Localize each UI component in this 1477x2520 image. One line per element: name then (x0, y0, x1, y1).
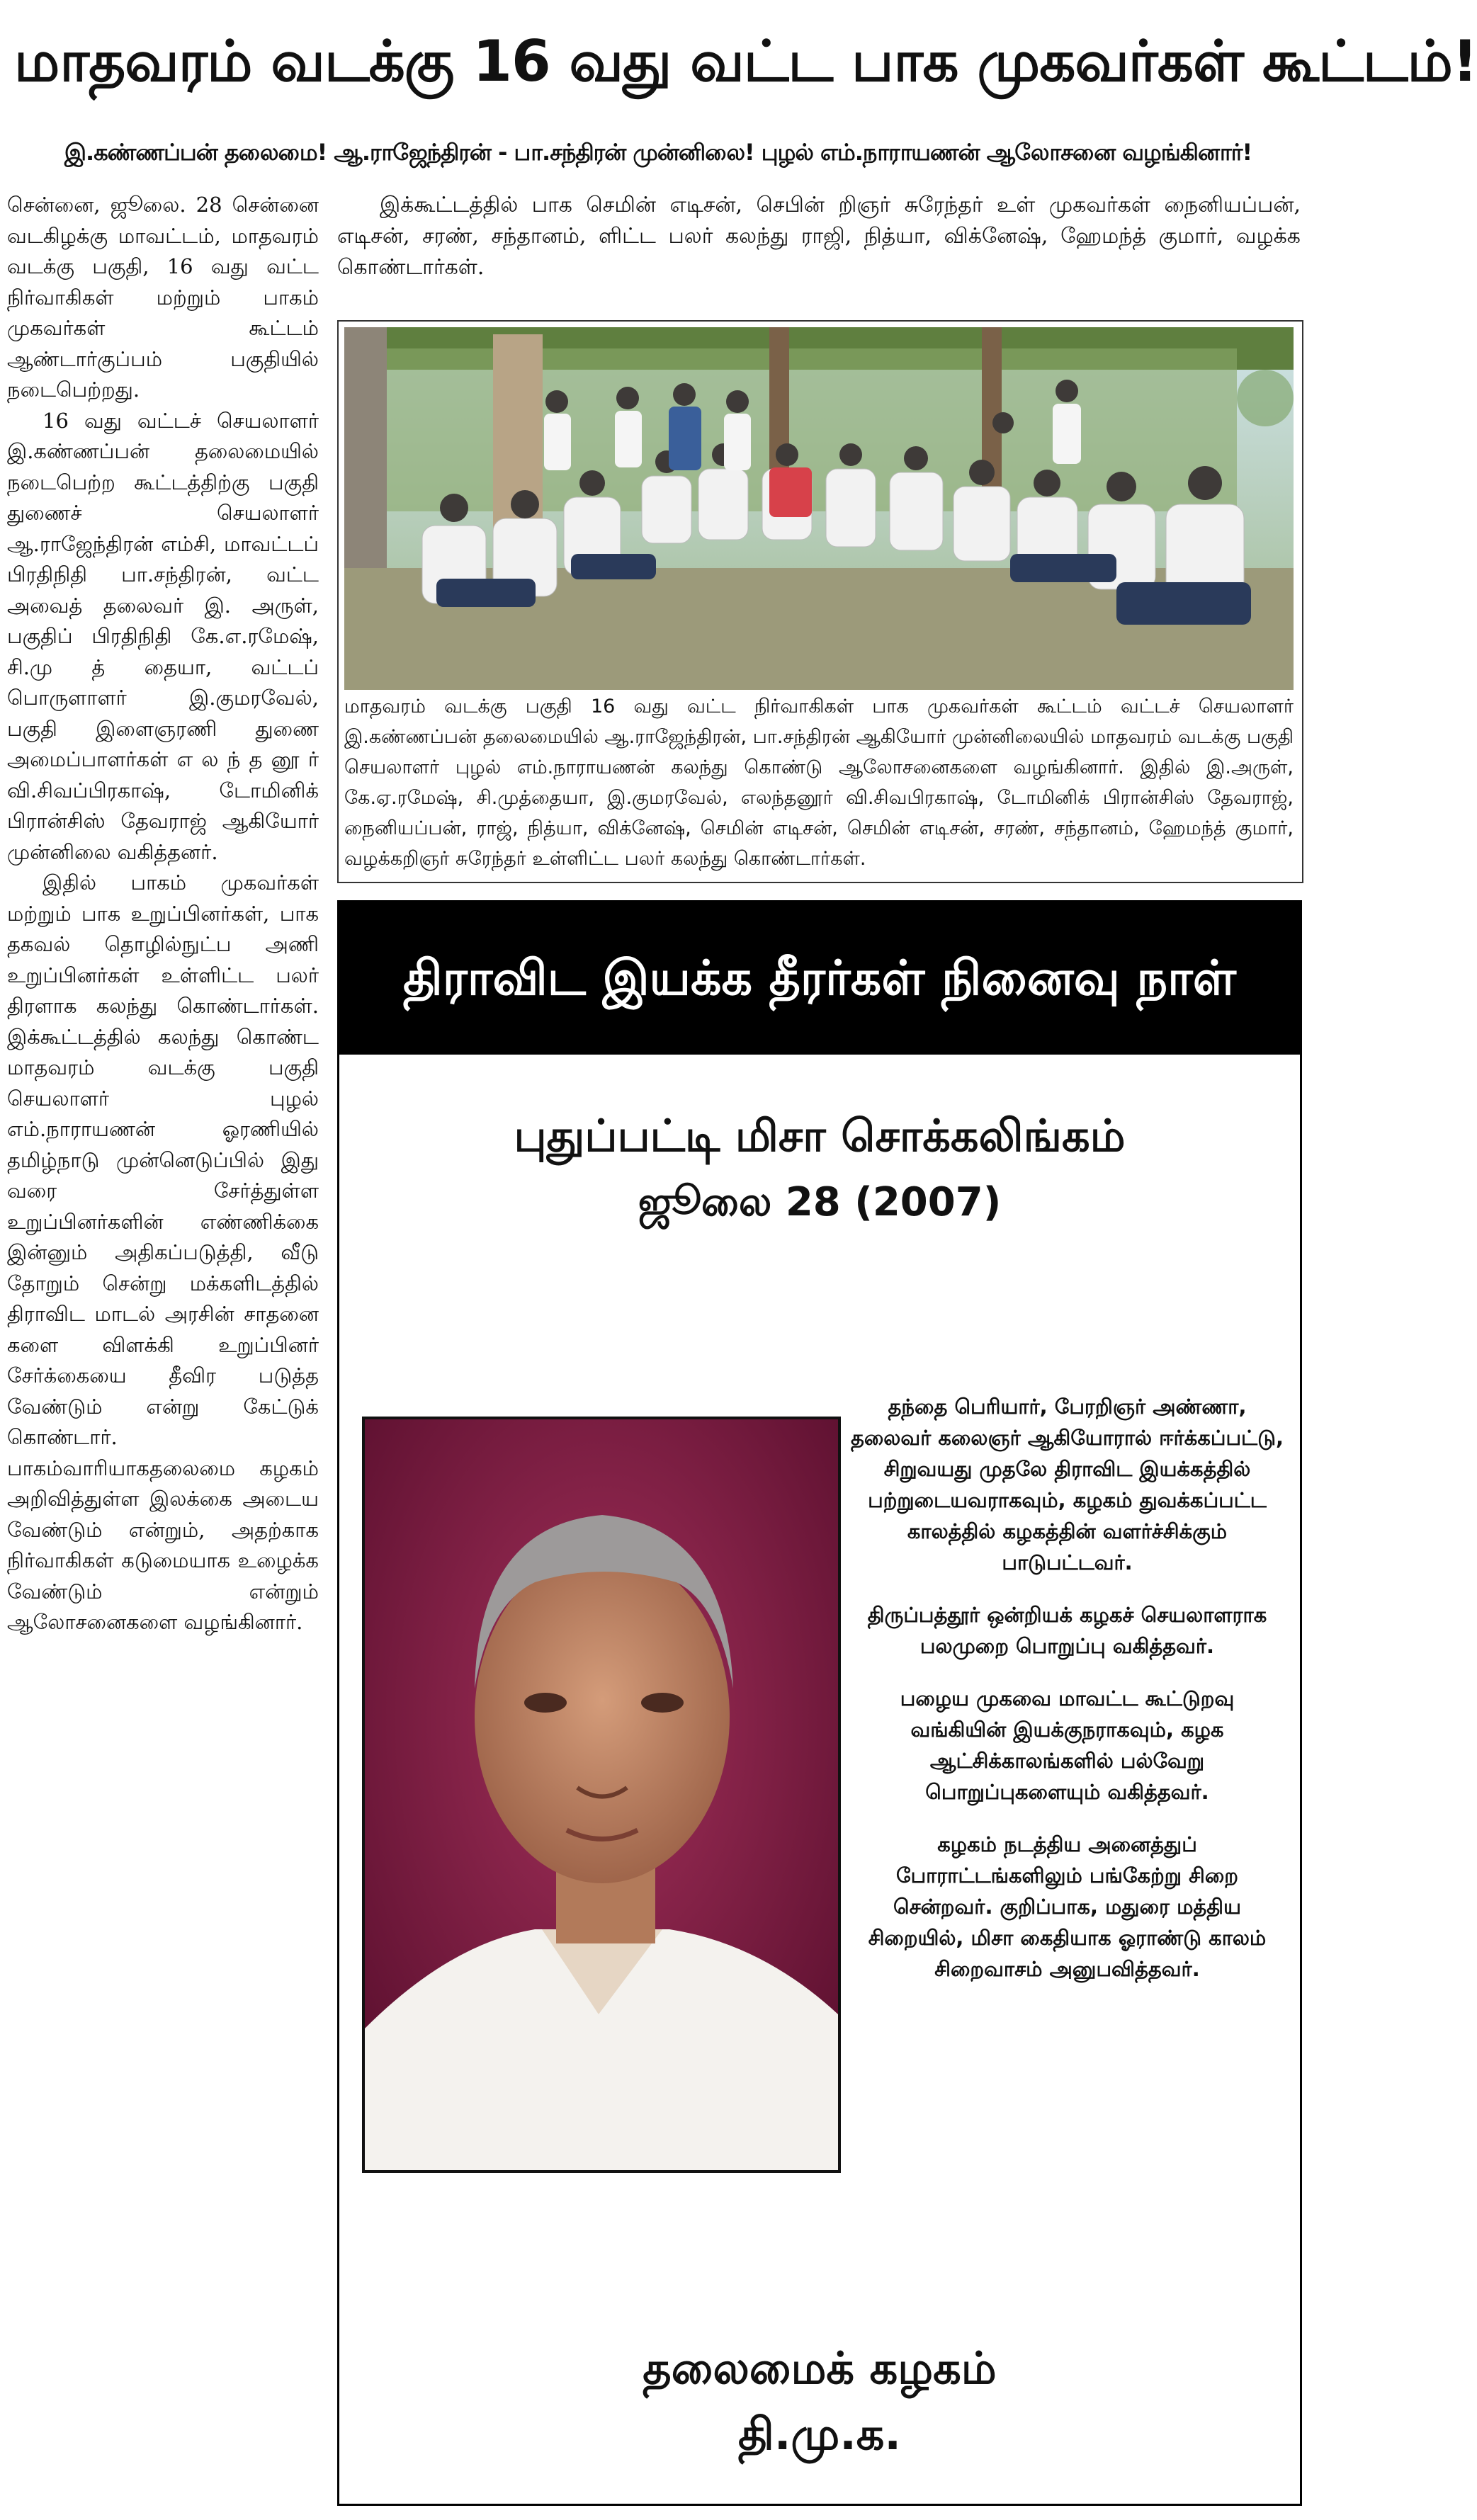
headline: மாதவரம் வடக்கு 16 வது வட்ட பாக முகவர்கள் கூட்டம்! (14, 28, 1477, 94)
article-left-column (7, 190, 319, 2506)
signature-party: தி.மு.க. (738, 2408, 901, 2460)
memorial-notice (337, 900, 1302, 2506)
group-meeting-photo (344, 327, 1294, 690)
article-paragraph: இதில் பாகம் முகவர்கள் மற்றும் பாக உறுப்பினர்கள், பாக தகவல் தொழில்நுட்ப அணி உறுப்பினர்கள் உள்ளிட்ட பலர் திரளாக கலந்து கொண்டார்கள். இக்கூட்டத்தில் கலந்து கொண்ட மாதவரம் வடக்கு பகுதி செயலாளர் புழல் எம்.நாராயணன் ஓரணியில் தமிழ்நாடு முன்னெடுப்பில் இது வரை சேர்த்துள்ள உறுப்பினர்களின் எண்ணிக்கை இன்னும் அதிகப்படுத்தி, வீடு தோறும் சென்று மக்களிடத்தில் திராவிட மாடல் அரசின் சாதனை களை விளக்கி உறுப்பினர் சேர்க்கையை தீவிர படுத்த வேண்டும் என்று கேட்டுக் கொண்டார். பாகம்வாரியாகதலைமை கழகம் அறிவித்துள்ள இலக்கை அடைய வேண்டும் என்றும், அதற்காக நிர்வாகிகள் கடுமையாக உழைக்க வேண்டும் என்றும் ஆலோசனைகளை வழங்கினார். (7, 870, 319, 1634)
article-paragraph: 16 வது வட்டச் செயலாளர் இ.கண்ணப்பன் தலைமையில் நடைபெற்ற கூட்டத்திற்கு பகுதி துணைச் செயலாளர் ஆ.ராஜேந்திரன் எம்சி, மாவட்டப் பிரதிநிதி பா.சந்திரன், வட்ட அவைத் தலைவர் இ. அருள், பகுதிப் பிரதிநிதி கே.எ.ரமேஷ், சி.மு த் தையா, வட்டப் பொருளாளர் இ.குமரவேல், பகுதி இளைஞரணி துணை அமைப்பாளர்கள் எ ல ந் த னூ ர் வி.சிவப்பிரகாஷ், டோமினிக் பிரான்சிஸ் தேவராஜ் ஆகியோர் முன்னிலை வகித்தனர். (7, 408, 319, 864)
bio-paragraph: பழைய முகவை மாவட்ட கூட்டுறவு வங்கியின் இயக்குநராகவும், கழக ஆட்சிக்காலங்களில் பல்வேறு பொறுப்புகளையும் வகித்தவர். (900, 1686, 1235, 1804)
portrait-illustration (365, 1419, 838, 2170)
bio-paragraph: தந்தை பெரியார், பேரறிஞர் அண்ணா, தலைவர் கலைஞர் ஆகியோரால் ஈர்க்கப்பட்டு, சிறுவயது முதலே திராவிட இயக்கத்தில் பற்றுடையவராகவும், கழகம் துவக்கப்பட்ட காலத்தில் கழகத்தின் வளர்ச்சிக்கும் பாடுபட்டவர். (850, 1395, 1284, 1574)
memorial-date: ஜூலை 28 (2007) (638, 1179, 1002, 1225)
memorial-person-name: புதுப்பட்டி மிசா சொக்கலிங்கம் (514, 1110, 1126, 1162)
memorial-biography (849, 1391, 1285, 2439)
article-intro-paragraph: இக்கூட்டத்தில் பாக செமின் எடிசன், செபின் றிஞர் சுரேந்தர் உள் முகவர்கள் நைனியப்பன், எடிசன், சரண், சந்தானம், ளிட்ட பலர் கலந்து ராஜி, நித்யா, விக்னேஷ், ஹேமந்த் குமார், வழக்க கொண்டார்கள். (337, 193, 1301, 280)
bio-paragraph: கழகம் நடத்திய அனைத்துப் போராட்டங்களிலும் பங்கேற்று சிறை சென்றவர். குறிப்பாக, மதுரை மத்திய சிறையில், மிசா கைதியாக ஓராண்டு காலம் சிறைவாசம் அனுபவித்தவர். (868, 1832, 1267, 1981)
subheadline: இ.கண்ணப்பன் தலைமை! ஆ.ராஜேந்திரன் - பா.சந்திரன் முன்னிலை! புழல் எம்.நாராயணன் ஆலோசனை வழங்கினார்! (64, 139, 1252, 166)
group-photo-illustration (344, 327, 1294, 690)
article-intro-block (337, 190, 1301, 296)
article-paragraph: சென்னை, ஜூலை. 28 சென்னை வடகிழக்கு மாவட்டம், மாதவரம் வடக்கு பகுதி, 16 வது வட்ட நிர்வாகிகள் மற்றும் பாகம் முகவர்கள் கூட்டம் ஆண்டார்குப்பம் பகுதியில் நடைபெற்றது. (7, 193, 319, 402)
signature-organization: தலைமைக் கழகம் (643, 2342, 997, 2394)
bio-paragraph: திருப்பத்தூர் ஒன்றியக் கழகச் செயலாளராக பலமுறை பொறுப்பு வகித்தவர். (867, 1603, 1267, 1658)
memorial-banner: திராவிட இயக்க தீரர்கள் நினைவு நாள் (339, 902, 1300, 1055)
memorial-portrait (362, 1417, 841, 2173)
group-photo-box (337, 320, 1303, 883)
photo-caption: மாதவரம் வடக்கு பகுதி 16 வது வட்ட நிர்வாகிகள் பாக முகவர்கள் கூட்டம் வட்டச் செயலாளர் இ.கண்ணப்பன் தலைமையில் ஆ.ராஜேந்திரன், பா.சந்திரன் ஆகியோர் முன்னிலையில் மாதவரம் வடக்கு பகுதி செயலாளர் புழல் எம்.நாராயணன் கலந்து கொண்டு ஆலோசனைகளை வழங்கினார். இதில் இ.அருள், கே.ஏ.ரமேஷ், சி.முத்தையா, இ.குமரவேல், எலந்தனூர் வி.சிவபிரகாஷ், டோமினிக் பிரான்சிஸ் தேவராஜ், நைனியப்பன், ராஜ், நித்யா, விக்னேஷ், செமின் எடிசன், செமின் எடிசன், சரண், சந்தானம், ஹேமந்த் குமார், வழக்கறிஞர் சுரேந்தர் உள்ளிட்ட பலர் கலந்து கொண்டார்கள். (344, 696, 1294, 870)
